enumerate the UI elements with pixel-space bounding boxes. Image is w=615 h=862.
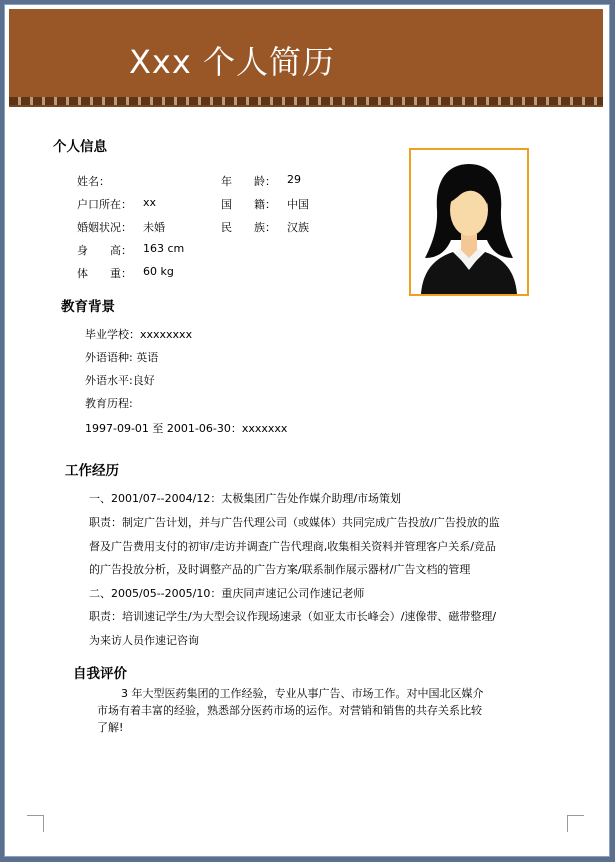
weight-value: 60 kg: [143, 265, 174, 278]
hukou-label: 户口所在：: [77, 198, 132, 211]
resume-page: [4, 4, 610, 857]
marital-label: 婚姻状况：: [77, 221, 132, 234]
job1-duty-line: 职责：制定广告计划，并与广告代理公司（或媒体）共同完成广告投放/广告投放的监: [89, 516, 500, 529]
ethnic-label: 民 族：: [221, 221, 276, 234]
self-eval-line: 3 年大型医药集团的工作经验，专业从事广告、市场工作。对中国北区媒介: [121, 687, 484, 700]
self-eval-line: 了解!: [97, 721, 124, 734]
education-language: 外语语种: 英语: [85, 351, 159, 364]
education-school: 毕业学校：xxxxxxxx: [85, 328, 193, 341]
height-label: 身 高：: [77, 244, 132, 257]
education-title: 教育背景: [61, 299, 115, 315]
nationality-label: 国 籍：: [221, 198, 276, 211]
self-eval-line: 市场有着丰富的经验，熟悉部分医药市场的运作。对营销和销售的共存关系比较: [97, 704, 482, 717]
job1-header: 一、2001/07--2004/12：太极集团广告处作媒介助理/市场策划: [89, 492, 402, 505]
self-eval-title: 自我评价: [73, 666, 127, 682]
job2-duty-line: 为来访人员作速记咨询: [89, 634, 199, 647]
profile-photo: [409, 148, 529, 296]
education-history-label: 教育历程:: [85, 397, 133, 410]
page-corner-mark: [567, 815, 584, 832]
personal-info-title: 个人信息: [53, 139, 107, 155]
nationality-value: 中国: [287, 198, 309, 211]
job2-duty-line: 职责：培训速记学生/为大型会议作现场速录（如亚太市长峰会）/速像带、磁带整理/: [89, 610, 497, 623]
education-level: 外语水平:良好: [85, 374, 155, 387]
marital-value: 未婚: [143, 221, 165, 234]
header-stripe: [9, 97, 603, 107]
hukou-value: xx: [143, 196, 157, 209]
page-corner-mark: [27, 815, 44, 832]
height-value: 163 cm: [143, 242, 185, 255]
woman-avatar-icon: [411, 150, 527, 294]
name-label: 姓名：: [77, 175, 110, 188]
job2-header: 二、2005/05--2005/10：重庆同声速记公司作速记老师: [89, 587, 365, 600]
age-value: 29: [287, 173, 301, 186]
job1-duty-line: 的广告投放分析，及时调整产品的广告方案/联系制作展示器材/广告文档的管理: [89, 563, 471, 576]
header-banner: [9, 9, 603, 101]
weight-label: 体 重：: [77, 267, 132, 280]
age-label: 年 龄：: [221, 175, 276, 188]
job1-duty-line: 督及广告费用支付的初审/走访并调查广告代理商,收集相关资料并管理客户关系/竞品: [89, 540, 496, 553]
education-history-item: 1997-09-01 至 2001-06-30：xxxxxxx: [85, 422, 288, 435]
page-title: Xxx 个人简历: [129, 43, 335, 81]
ethnic-value: 汉族: [287, 221, 309, 234]
work-title: 工作经历: [65, 463, 119, 479]
